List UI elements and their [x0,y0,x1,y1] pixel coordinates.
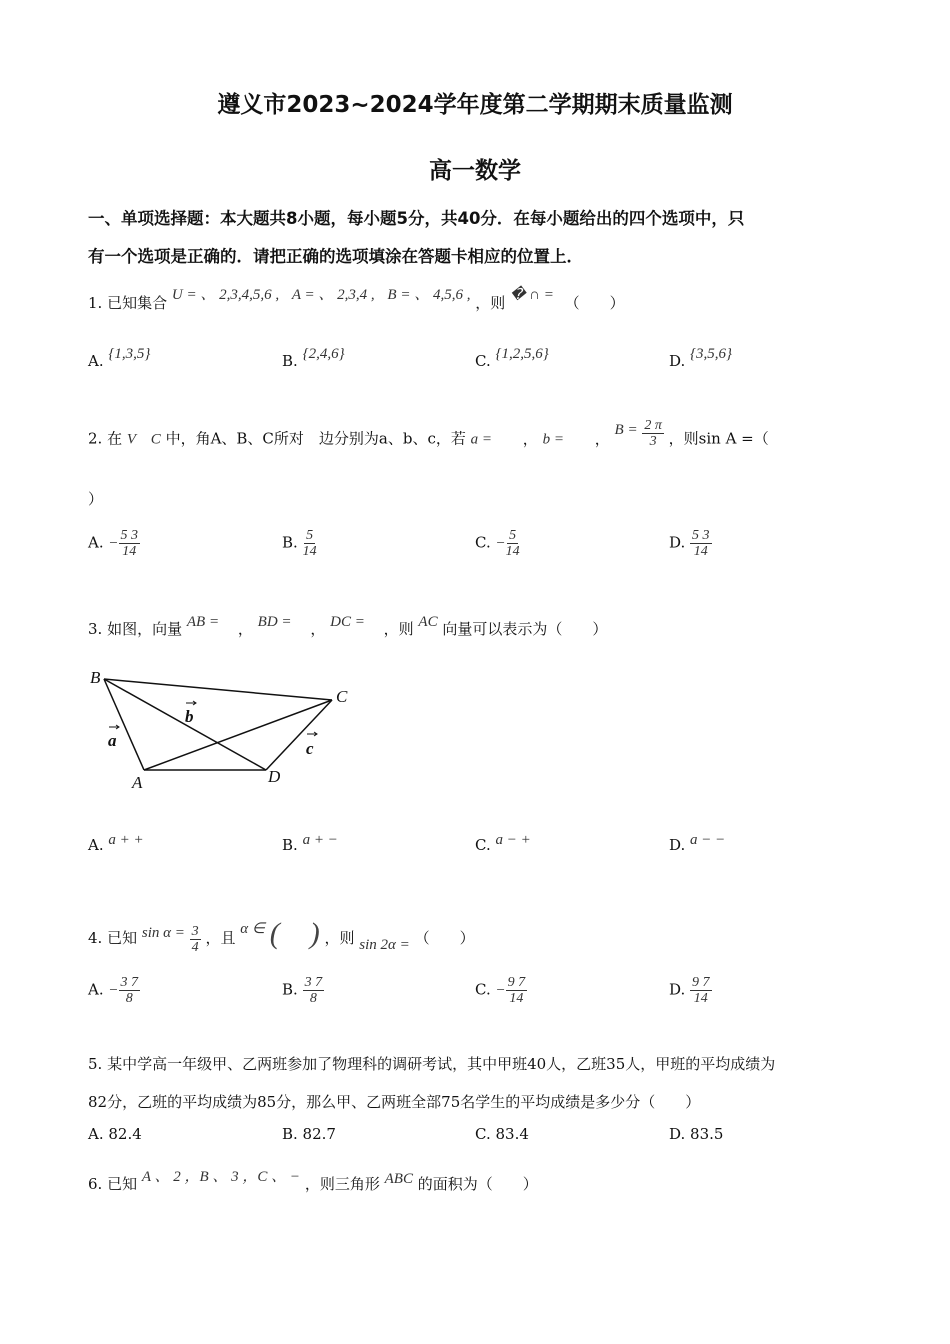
q5-option-b[interactable]: B. 82.7 [282,1125,336,1143]
edge-ac [144,700,332,770]
label-vec-c: c [306,739,314,758]
label-vec-a: a [108,731,117,750]
q2-option-b[interactable]: B. $\frac{5}{14}$ [282,528,317,559]
q1-a-expr: A = 、 2,3,4 , [291,287,375,303]
q5-line2: 82分，乙班的平均成绩为85分，那么甲、乙两班全部75名学生的平均成绩是多少分（ ） [88,1093,701,1111]
page-subtitle: 高一数学 [429,158,521,184]
section-instructions-line1: 一、单项选择题：本大题共8小题，每小题5分，共40分．在每小题给出的四个选项中，只 [88,209,745,228]
q3-ab: AB = [186,614,220,630]
q2-option-a[interactable]: A. − $\frac{5 3}{14}$ [88,528,139,559]
section-instructions-line2: 有一个选项是正确的．请把正确的选项填涂在答题卡相应的位置上． [88,247,583,266]
q3-option-c[interactable]: C. a − + [475,832,531,854]
q4-alpha-in: α ∈ [240,921,265,937]
q6-abc: ABC [384,1171,413,1187]
q2-option-d[interactable]: D. $\frac{5 3}{14}$ [669,528,710,559]
q6-tail1: ，则三角形 [304,1175,380,1193]
q4-option-d[interactable]: D. $\frac{9 7}{14}$ [669,975,710,1006]
q1-b-expr: B = 、 4,5,6 , [387,287,471,303]
q3-ac: AC [418,614,438,630]
q4-option-a[interactable]: A. − $\frac{3 7}{8}$ [88,975,139,1006]
q6-prefix: 6. 已知 [88,1175,138,1193]
q2-B-eq: B = [614,421,638,438]
q2-close-paren: ） [88,490,104,508]
q2-text: 中，角A、B、C所对 边分别为a、b、c，若 [165,429,466,448]
q4-and: ，且 [205,929,236,947]
q6-points: A 、 2 ，B 、 3 ，C 、 − [141,1169,301,1185]
q4-prefix: 4. 已知 [88,929,138,947]
q3-option-b[interactable]: B. a + − [282,832,338,854]
q1-option-d[interactable]: D. {3,5,6} [669,346,733,370]
q2-triangle: V C [126,431,161,448]
q2-a-eq: a = [470,431,492,448]
q1-expr: � ∩ = [510,287,554,303]
q5-option-d[interactable]: D. 83.5 [669,1125,724,1143]
q6-stem [88,1169,538,1194]
q3-tail: 向量可以表示为（ ） [442,620,608,638]
q4-paren: （ ） [414,929,475,947]
edge-dc [266,700,332,770]
q4-sin-eq: sin α = [141,925,185,941]
q2-B-frac: $\frac{2 \pi}{3}$ [644,418,662,449]
q2-stem: 2. 在 V C 中，角A、B、C所对 边分别为a、b、c，若 a = ， b = ， B = $\frac{2 \pi}{3}$ ，则sin A =（ [88,418,769,449]
label-b: B [90,668,101,687]
q3-prefix: 3. 如图，向量 [88,620,183,638]
q3-bd: BD = [257,614,292,630]
edge-bc [104,679,332,700]
q4-option-b[interactable]: B. $\frac{3 7}{8}$ [282,975,323,1006]
q3-figure [84,664,364,794]
q3-stem: 3. 如图，向量 AB = ， BD = ， DC = ，则 AC 向量可以表示为（ ） [88,614,608,638]
q5-option-c[interactable]: C. 83.4 [475,1125,529,1143]
q3-then: ，则 [383,620,414,638]
q1-u-expr: U = 、 2,3,4,5,6 , [171,287,280,303]
q4-sin2a: sin 2α = [359,937,410,953]
q3-option-d[interactable]: D. a − − [669,832,726,854]
label-d: D [268,767,281,786]
q2-prefix: 2. 在 [88,429,123,448]
q4-stem: 4. 已知 sin α = $\frac{3}{4}$ ，且 α ∈ ( ) ，则 sin 2α = （ ） [88,917,475,955]
q1-stem [88,287,625,313]
q2-b-eq: b = [542,431,564,448]
q1-option-a[interactable]: A. {1,3,5} [88,346,151,370]
label-vec-b: b [185,707,194,726]
label-a: A [132,773,143,792]
q5-line1: 5. 某中学高一年级甲、乙两班参加了物理科的调研考试，其中甲班40人，乙班35人，甲班的平均成绩为 [88,1055,776,1073]
q4-then: ，则 [324,929,355,947]
q1-then: ，则 [475,294,506,312]
q4-sin-frac: $\frac{3}{4}$ [191,923,199,955]
q1-prefix: 1. 已知集合 [88,294,168,312]
q3-dc: DC = [330,614,365,630]
q1-paren: （ ） [564,294,625,312]
q1-option-c[interactable]: C. {1,2,5,6} [475,346,549,370]
page-title: 遵义市2023~2024学年度第二学期期末质量监测 [217,92,733,118]
q2-tail: ，则sin A =（ [668,429,769,448]
q4-option-c[interactable]: C. − $\frac{9 7}{14}$ [475,975,526,1006]
q1-option-b[interactable]: B. {2,4,6} [282,346,345,370]
q6-tail2: 的面积为（ ） [417,1175,538,1193]
q3-option-a[interactable]: A. a + + [88,832,144,854]
label-c: C [336,687,348,706]
q5-option-a[interactable]: A. 82.4 [88,1125,142,1143]
edge-ba [104,679,144,770]
q2-option-c[interactable]: C. − $\frac{5}{14}$ [475,528,520,559]
